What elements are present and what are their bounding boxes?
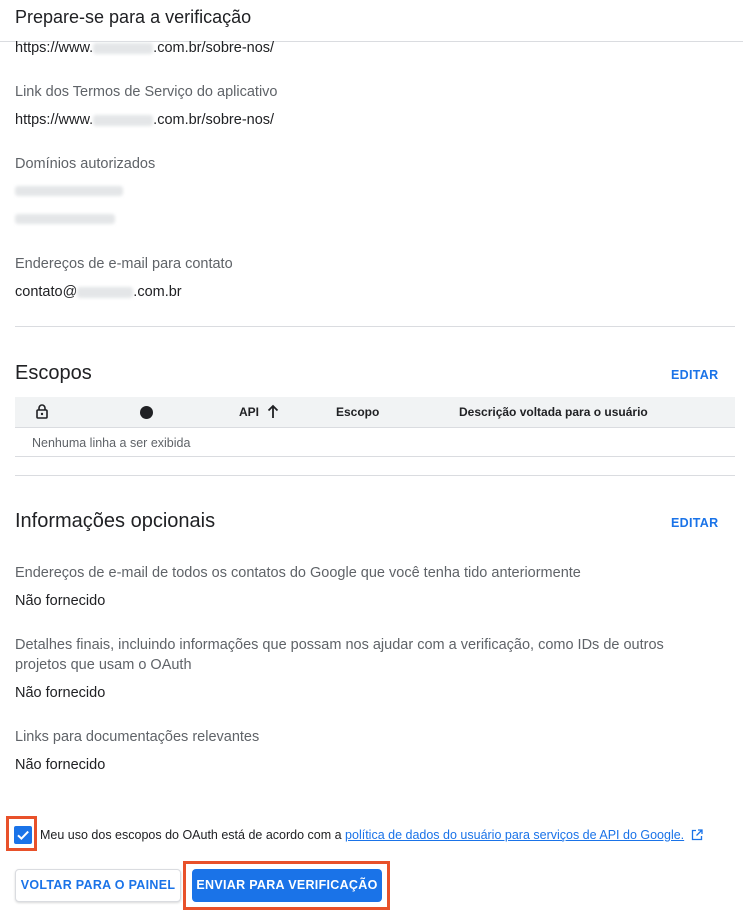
redacted-domain-2 [15,214,115,224]
scopes-title: Escopos [15,362,92,384]
external-link-icon[interactable] [691,829,703,844]
consent-text: Meu uso dos escopos do OAuth está de acordo com a política de dados do usuário para serviços de API do Google. [40,828,703,844]
previous-contacts-value: Não fornecido [15,593,106,609]
documentation-links-value: Não fornecido [15,757,106,773]
tos-label: Link dos Termos de Serviço do aplicativo [15,84,278,100]
sort-arrow-up-icon[interactable] [267,404,279,424]
contact-emails-label: Endereços de e-mail para contato [15,256,233,272]
authorized-domains-label: Domínios autorizados [15,156,156,172]
page-title: Prepare-se para a verificação [15,7,252,27]
checkmark-icon [14,826,32,844]
final-details-value: Não fornecido [15,685,106,701]
back-to-dashboard-button[interactable]: VOLTAR PARA O PAINEL [15,869,181,902]
redacted-text [77,287,133,298]
submit-verification-button[interactable]: ENVIAR PARA VERIFICAÇÃO [192,869,382,902]
table-empty-row [15,429,735,457]
oauth-policy-checkbox[interactable] [14,826,32,844]
scopes-edit-button[interactable]: EDITAR [671,368,719,382]
redacted-domain-1 [15,186,123,196]
divider [15,475,735,476]
divider [15,326,735,327]
final-details-label-line2: projetos que usam o OAuth [15,657,192,673]
column-header-api[interactable]: API [239,405,260,419]
scopes-table-header [15,397,735,428]
column-header-description[interactable]: Descrição voltada para o usuário [459,405,648,419]
column-header-scope[interactable]: Escopo [336,405,380,419]
final-details-label-line1: Detalhes finais, incluindo informações que possam nos ajudar com a verificação, como IDs de outros [15,637,664,653]
lock-icon [36,404,48,424]
optional-info-title: Informações opcionais [15,510,216,532]
user-data-policy-link[interactable]: política de dados do usuário para serviços de API do Google. [345,828,685,842]
optional-info-edit-button[interactable]: EDITAR [671,516,719,530]
redacted-text [93,43,153,54]
contact-email-value: contato@ .com.br [15,284,182,300]
documentation-links-label: Links para documentações relevantes [15,729,260,745]
tos-link-value: https://www. .com.br/sobre-nos/ [15,112,275,128]
previous-contacts-label: Endereços de e-mail de todos os contatos do Google que você tenha tido anteriormente [15,565,581,581]
redacted-text [93,115,153,126]
empty-message: Nenhuma linha a ser exibida [32,436,191,450]
status-dot-icon [140,406,153,419]
homepage-link-value: https://www. .com.br/sobre-nos/ [15,40,275,56]
page-header [0,0,743,42]
